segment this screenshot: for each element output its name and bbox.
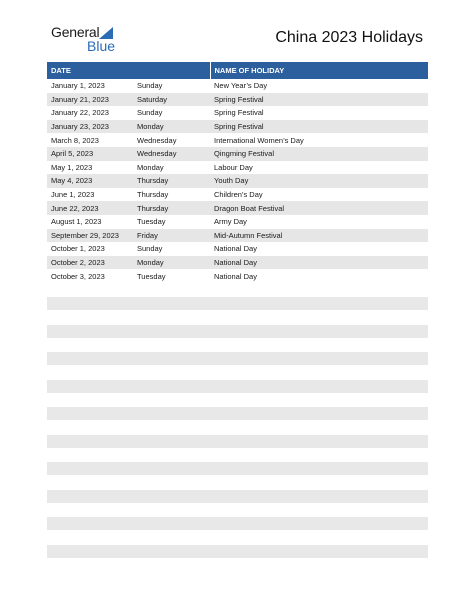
table-row xyxy=(47,120,428,134)
date-cell: August 1, 2023 xyxy=(47,215,133,229)
weekday-cell: Tuesday xyxy=(133,215,210,229)
weekday-cell: Monday xyxy=(133,256,210,270)
date-cell: January 22, 2023 xyxy=(47,106,133,120)
logo-word-blue: Blue xyxy=(87,38,116,54)
holiday-name-cell: Youth Day xyxy=(210,174,428,188)
holidays-table xyxy=(47,62,428,283)
blank-row xyxy=(47,517,428,530)
table-row xyxy=(47,269,428,283)
table-row xyxy=(47,133,428,147)
date-cell: May 4, 2023 xyxy=(47,174,133,188)
table-row xyxy=(47,93,428,107)
date-cell: January 23, 2023 xyxy=(47,120,133,134)
table-row xyxy=(47,188,428,202)
weekday-cell: Saturday xyxy=(133,93,210,107)
blank-row xyxy=(47,407,428,420)
holiday-name-cell: Mid-Autumn Festival xyxy=(210,229,428,243)
holiday-name-cell: National Day xyxy=(210,242,428,256)
blank-row xyxy=(47,545,428,558)
table-row xyxy=(47,242,428,256)
date-cell: June 22, 2023 xyxy=(47,201,133,215)
date-cell: October 2, 2023 xyxy=(47,256,133,270)
weekday-cell: Thursday xyxy=(133,188,210,202)
blank-row xyxy=(47,435,428,448)
weekday-cell: Sunday xyxy=(133,242,210,256)
weekday-cell: Sunday xyxy=(133,79,210,93)
weekday-cell: Tuesday xyxy=(133,269,210,283)
date-cell: October 3, 2023 xyxy=(47,269,133,283)
table-row xyxy=(47,229,428,243)
table-row xyxy=(47,174,428,188)
date-cell: January 1, 2023 xyxy=(47,79,133,93)
holiday-name-cell: Labour Day xyxy=(210,161,428,175)
page-title: China 2023 Holidays xyxy=(275,29,423,46)
date-cell: March 8, 2023 xyxy=(47,133,133,147)
date-column-header: DATE xyxy=(47,62,210,79)
holiday-name-cell: Children’s Day xyxy=(210,188,428,202)
weekday-cell: Thursday xyxy=(133,201,210,215)
holiday-name-cell: National Day xyxy=(210,269,428,283)
weekday-cell: Monday xyxy=(133,161,210,175)
date-cell: April 5, 2023 xyxy=(47,147,133,161)
holiday-name-cell: New Year’s Day xyxy=(210,79,428,93)
date-cell: June 1, 2023 xyxy=(47,188,133,202)
blank-row xyxy=(47,380,428,393)
date-cell: October 1, 2023 xyxy=(47,242,133,256)
holiday-name-cell: Spring Festival xyxy=(210,93,428,107)
blank-row xyxy=(47,325,428,338)
holiday-name-cell: National Day xyxy=(210,256,428,270)
blank-row xyxy=(47,490,428,503)
date-cell: January 21, 2023 xyxy=(47,93,133,107)
table-row xyxy=(47,215,428,229)
weekday-cell: Monday xyxy=(133,120,210,134)
holiday-name-column-header: NAME OF HOLIDAY xyxy=(210,62,428,79)
table-row xyxy=(47,147,428,161)
weekday-cell: Wednesday xyxy=(133,133,210,147)
date-cell: September 29, 2023 xyxy=(47,229,133,243)
blank-row xyxy=(47,352,428,365)
holiday-name-cell: Dragon Boat Festival xyxy=(210,201,428,215)
generalblue-logo xyxy=(51,24,121,54)
date-cell: May 1, 2023 xyxy=(47,161,133,175)
weekday-cell: Wednesday xyxy=(133,147,210,161)
weekday-cell: Friday xyxy=(133,229,210,243)
table-row xyxy=(47,79,428,93)
table-row xyxy=(47,201,428,215)
blank-row xyxy=(47,297,428,310)
table-row xyxy=(47,106,428,120)
holiday-name-cell: Qingming Festival xyxy=(210,147,428,161)
holiday-name-cell: Spring Festival xyxy=(210,106,428,120)
weekday-cell: Thursday xyxy=(133,174,210,188)
blank-row xyxy=(47,462,428,475)
table-row xyxy=(47,256,428,270)
table-header-row xyxy=(47,62,428,79)
holiday-name-cell: Spring Festival xyxy=(210,120,428,134)
table-row xyxy=(47,161,428,175)
weekday-cell: Sunday xyxy=(133,106,210,120)
holiday-name-cell: International Women’s Day xyxy=(210,133,428,147)
holiday-name-cell: Army Day xyxy=(210,215,428,229)
logo-word-general: General xyxy=(51,24,100,40)
